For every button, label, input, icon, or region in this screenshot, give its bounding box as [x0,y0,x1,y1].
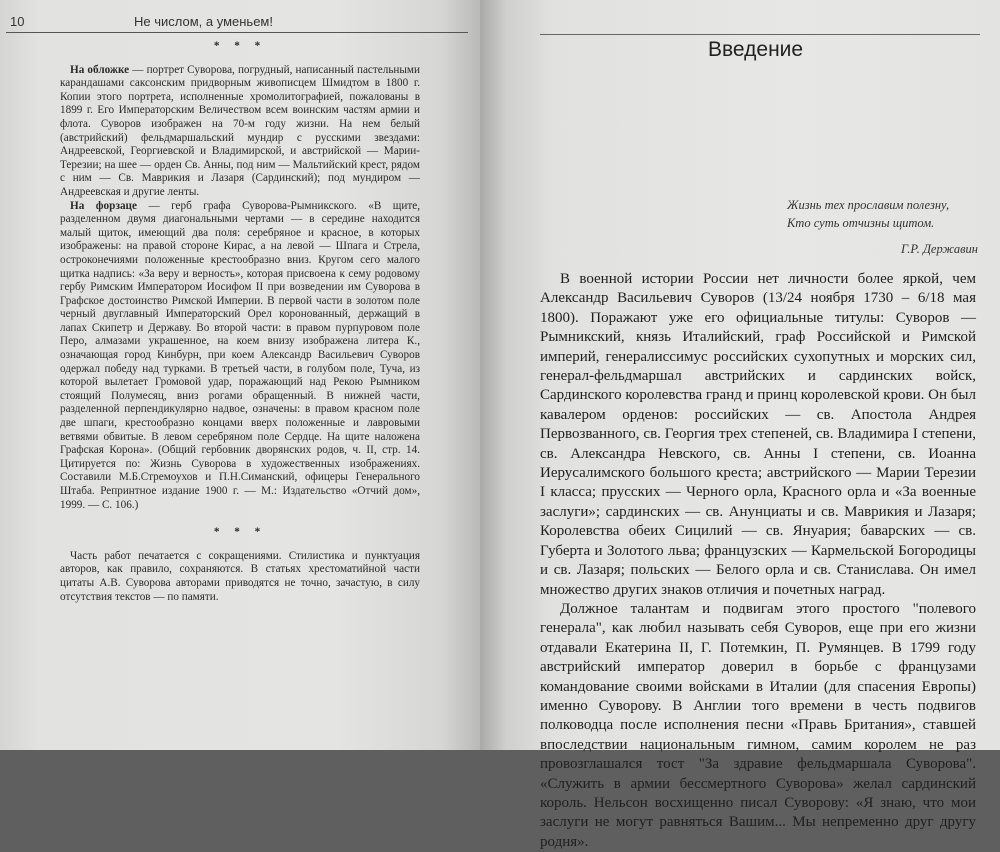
section-separator-bottom: * * * [213,526,267,539]
epigraph [680,196,978,258]
section-separator-top: * * * [213,40,267,52]
epigraph-line-2: Кто суть отчизны щитом. [787,216,935,230]
paragraph-1: В военной истории России нет личности более яркой, чем Александр Васильевич Суворов (13/24 ноября 1730 – 6/18 мая 1800). Поражают уже его официальные титулы: Суворов — Рымникский, князь Италийский, граф Российской и Римской империй, генералиссимус российских сухопутных и морских сил, генерал-фельдмаршал австрийских и сардинских войск, Сардинского королевства гранд и принц королевской крови. Он был кавалером орденов: российских — св. Апостола Андрея Первозванного, св. Георгия трех степеней, св. Владимира I степени, св. Александра Невского, св. Анны I степени, св. Иоанна Иерусалимского большого креста; австрийского — Марии Терезии I класса; прусских — Черного орла, Красного орла и «За военные заслуги»; сардинских — св. Анунциаты и св. Маврикия и Лазаря; Королевства обеих Сицилий — св. Януария; баварских — св. Губерта и Золотого льва; французских — Кармельской Богородицы и св. Лазаря; польских — Белого орла и св. Станислава. Он имел множество других знаков отличия и почетных наград. [540,271,976,598]
paragraph-2: Должное талантам и подвигам этого простого "полевого генерала", как любил называть себя Суворов, еще при его жизни отдавали Екатерина II, Г. Потемкин, П. Румянцев. В 1799 году австрийский император доверил в борьбе с французами командование своими войсками в Италии (для спасения Европы) именно Суворову. В Англии того времени в честь подвигов полководца после исполнения песни «Правь Британия», ставшей впоследствии национальным гимном, самим королем не раз провозглашался тост "За здравие фельдмаршала Суворова". «Служить в армии бессмертного Суворова» желал сардинский король. Нельсон восхищенно писал Суворову: «Я знаю, что мои заслуги не могут равняться Вашим... Мы непременно друг другу родня». [540,600,976,850]
cover-description [60,64,420,200]
chapter-title: Введение [708,38,804,61]
right-page [480,0,1000,850]
editorial-note: Часть работ печатается с сокращениями. Стилистика и пунктуация авторов, как правило, сохраняются. В статьях хрестоматийной части цитаты А.В. Суворова авторами приводятся не точно, зачастую, в силу отсутствия текстов — по памяти. [60,549,420,603]
endpaper-description [60,200,420,513]
cover-text: — портрет Суворова, погрудный, написанный пастельными карандашами саксонским придворным живописцем Шмидтом в 1800 г. Копии этого портрета, исполненные хромолитографией, пожалованы в 1899 г. Его Императорским Величеством всем воинским частям армии и флота. Суворов изображен на 70-м году жизни. На нем белый (австрийский) фельдмаршальский мундир с русскими звездами: Андреевской, Георгиевской и Владимирской, и австрийской — Марии-Терезии; на шее — орден Св. Анны, под ним — Мальтийский крест, рядом с ним — Св. Маврикия и Лазаря (Сардинский); под мундиром — Андреевская и другие ленты. [60,63,420,198]
running-title: Не числом, а уменьем! [134,14,273,29]
endpaper-label: На форзаце [70,199,137,212]
endpaper-text: — герб графа Суворова-Рымникского. «В щите, разделенном двумя диагональными чертами — в середине находится малый щиток, имеющий два поля: серебряное и красное, в которых изображены: на правой стороне Кирас, а на левой — Шпага и Стрела, остроконечиями положенные крестообразно вниз. Кругом сего малого щитка надпись: «За веру и верность», которая присвоена к сему родовому гербу Римским Императором Иосифом II при возведении им Суворова в Графское достоинство Римской Империи. В первой части в золотом поле черный двуглавный Императорский Орел коронованный, держащий в лапах Скипетр и Державу. Во второй части: в правом пурпуровом поле Перо, алмазами украшенное, на коем внизу изображена литера К., означающая город Кинбурн, при коем Александр Васильевич Суворов одержал победу над турками. В третьей части, в голубом поле, Туча, из которой вылетает Громовой удар, поражающий над Рекою Рымником стоящий Полумесяц, вниз рогами обращенный. В нижней части, разделенной перпендикулярно надвое, означены: в правом красном поле две шпаги, крестообразно концами вверх положенные и лавровыми ветвями обвитые. В левом серебряном поле Сердце. На щите наложена Графская Корона». (Общий гербовник дворянских родов, ч. II, стр. 14. Цитируется по: Жизнь Суворова в художественных изображениях. Составили М.Б.Стремоухов и П.Н.Симанский, офицеры Генерального Штаба. Репринтное издание 1900 г. — М.: Издательство «Отчий дом», 1999. — С. 106.) [60,199,420,511]
left-page-text [60,40,420,604]
introduction-text [540,270,976,852]
left-page [0,0,480,750]
header-rule [540,34,980,35]
page-number: 10 [10,14,25,29]
epigraph-line-1: Жизнь тех прославим полезну, [787,198,950,212]
running-head [6,14,468,33]
cover-label: На обложке [70,63,130,76]
epigraph-author: Г.Р. Державин [901,242,978,256]
